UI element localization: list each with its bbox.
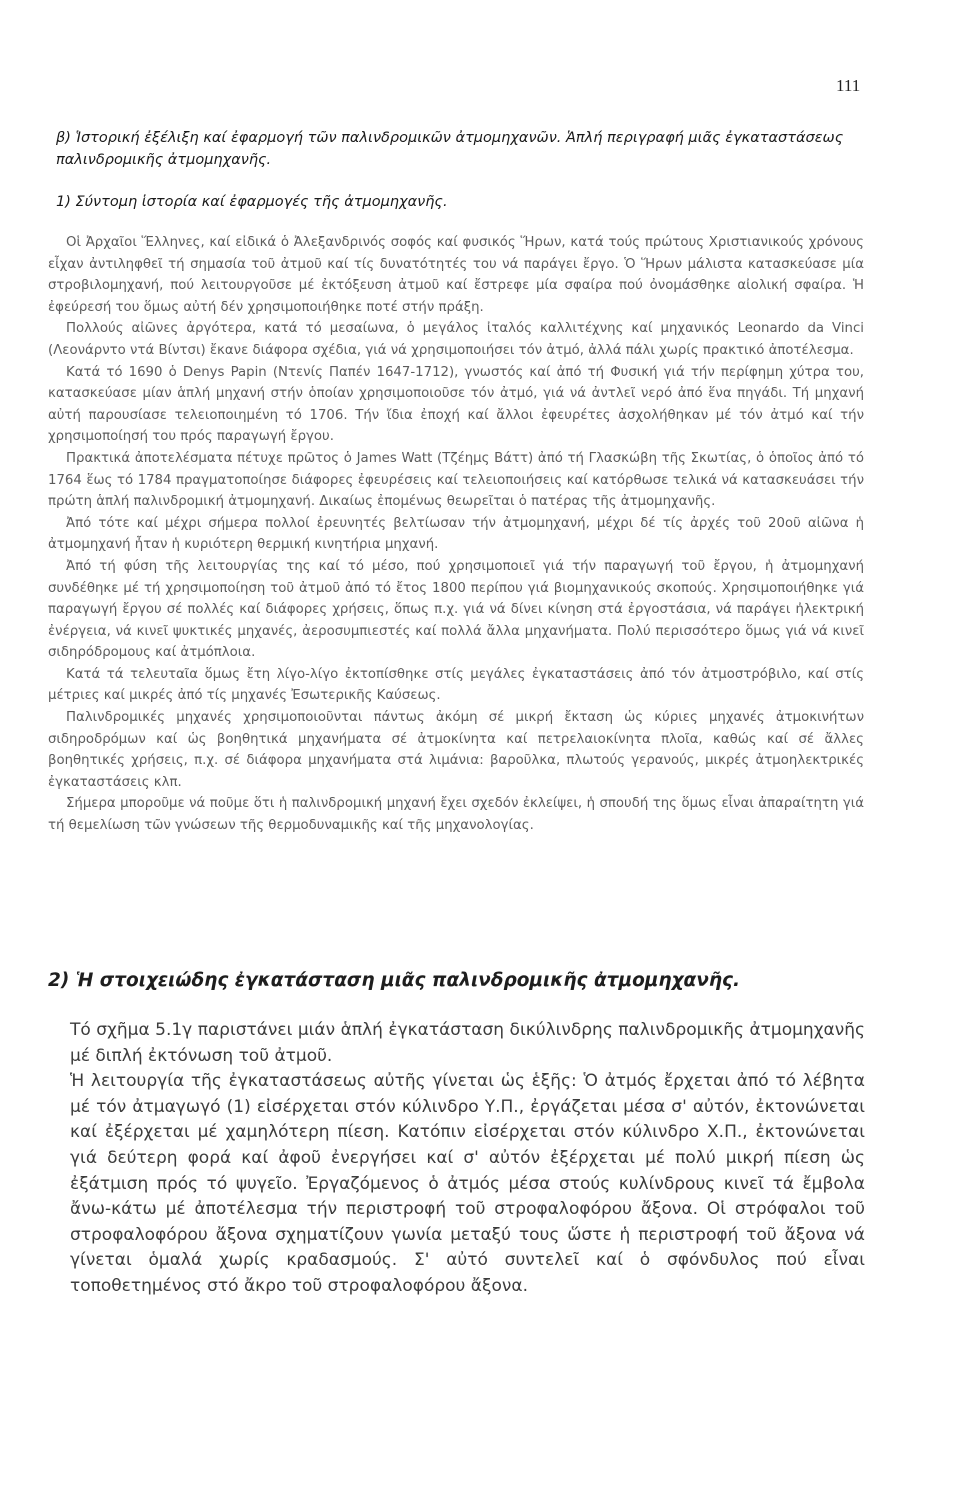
history-paragraph: Οἱ Ἀρχαῖοι Ἕλληνες, καί εἰδικά ὁ Ἀλεξανδρινός σοφός καί φυσικός Ἥρων, κατά τούς πρώτους Χριστιανικούς χρόνους εἶχαν ἀντιληφθεῖ τή σημασία τοῦ ἀτμοῦ καί τίς δυνατότητές του νά παράγει ἔργο. Ὁ Ἥρων μάλιστα κατασκεύασε μία στροβιλομηχανή, πού λειτουργοῦσε μέ ἐκτόξευση ἀτμοῦ καί ἔστρεφε μία σφαίρα πού ὀνομάσθηκε αἰολική σφαίρα. Ἡ ἐφεύρεσή του ὅμως αὐτή δέν χρησιμοποιήθηκε ποτέ στήν πράξη. (48, 235, 864, 315)
history-paragraph: Πολλούς αἰῶνες ἀργότερα, κατά τό μεσαίωνα, ὁ μεγάλος ἰταλός καλλιτέχνης καί μηχανικός Leonardo da Vinci (Λεονάρντο ντά Βίντσι) ἔκανε διάφορα σχέδια, γιά νά χρησιμοποιήσει τόν ἀτμό, ἀλλά πάλι χωρίς πρακτικό ἀποτέλεσμα. (48, 321, 864, 358)
history-paragraph: Σήμερα μποροῦμε νά ποῦμε ὅτι ἡ παλινδρομική μηχανή ἔχει σχεδόν ἐκλείψει, ἡ σπουδή της ὅμως εἶναι ἀπαραίτητη γιά τή θεμελίωση τῶν γνώσεων τῆς θερμοδυναμικῆς καί τῆς μηχανολογίας. (48, 796, 864, 834)
subsection-2-heading: 2) Ἡ στοιχειώδης ἐγκατάσταση μιᾶς παλινδρομικῆς ἀτμομηχανῆς. (48, 970, 740, 991)
installation-paragraph: Τό σχῆμα 5.1γ παριστάνει μιάν ἁπλή ἐγκατάσταση δικύλινδρης παλινδρομικῆς ἀτμομηχανῆς μέ διπλή ἐκτόνωση τοῦ ἀτμοῦ. (70, 1020, 865, 1066)
history-paragraph: Κατά τό 1690 ὁ Denys Papin (Ντενίς Παπέν 1647-1712), γνωστός καί ἀπό τή Φυσική γιά τήν περίφημη χύτρα του, κατασκεύασε μίαν ἁπλή μηχανή στήν ὁποίαν χρησιμοποιοῦσε τόν ἀτμό, γιά νά ἀντλεῖ νερό ἀπό ἕνα πηγάδι. Τή μηχανή αὐτή παρουσίασε τελειοποιημένη τό 1706. Τήν ἴδια ἐποχή καί ἄλλοι ἐφευρέτες ἀσχολήθηκαν μέ τόν ἀτμό καί τήν χρησιμοποίησή του πρός παραγωγή ἔργου. (48, 364, 864, 445)
subsection-1-heading: 1) Σύντομη ἱστορία καί ἐφαρμογές τῆς ἀτμομηχανῆς. (56, 194, 448, 210)
installation-paragraph: Ἡ λειτουργία τῆς ἐγκαταστάσεως αὐτῆς γίνεται ὡς ἑξῆς: Ὁ ἀτμός ἔρχεται ἀπό τό λέβητα μέ τόν ἀτμαγωγό (1) εἰσέρχεται στόν κύλινδρο Υ.Π., ἐργάζεται μέσα σ' αὐτόν, ἐκτονώνεται καί ἐξέρχεται μέ χαμηλότερη πίεση. Κατόπιν εἰσέρχεται στόν κύλινδρο Χ.Π., ἐκτονώνεται γιά δεύτερη φορά καί ἀφοῦ ἐνεργήσει καί σ' αὐτόν ἐξέρχεται μέ πολύ μικρή πίεση ὡς ἐξάτμιση πρός τό ψυγεῖο. Ἐργαζόμενος ὁ ἀτμός μέσα στούς κυλίνδρους κινεῖ τά ἔμβολα ἄνω-κάτω μέ ἀποτέλεσμα τήν περιστροφή τοῦ στροφαλοφόρου ἄξονα. Οἱ στρόφαλοι τοῦ στροφαλοφόρου ἄξονα σχηματίζουν γωνία μεταξύ τους ὥστε ἡ περιστροφή τοῦ ἄξονα νά γίνεται ὁμαλά χωρίς κραδασμούς. Σ' αὐτό συντελεῖ καί ὁ σφόνδυλος πού εἶναι τοποθετημένος στό ἄκρο τοῦ στροφαλοφόρου ἄξονα. (70, 1071, 865, 1296)
history-paragraph: Παλινδρομικές μηχανές χρησιμοποιοῦνται πάντως ἀκόμη σέ μικρή ἔκταση ὡς κύριες μηχανές ἀτμοκινήτων σιδηροδρόμων καί ὡς βοηθητικά μηχανήματα σέ ἀτμοκίνητα καί πετρελαιοκίνητα πλοῖα, καθώς καί σέ ἄλλες βοηθητικές χρήσεις, π.χ. σέ διάφορα μηχανήματα στά λιμάνια: βαροῦλκα, πλωτούς γερανούς, μικρές ἀτμοηλεκτρικές ἐγκαταστάσεις κλπ. (48, 710, 864, 790)
page-number: 111 (836, 76, 861, 95)
history-paragraph: Ἀπό τότε καί μέχρι σήμερα πολλοί ἐρευνητές βελτίωσαν τήν ἀτμομηχανή, μέχρι δέ τίς ἀρχές τοῦ 20οῦ αἰῶνα ἡ ἀτμομηχανή ἦταν ἡ κυριότερη θερμική κινητήρια μηχανή. (48, 515, 864, 553)
history-text (48, 232, 864, 837)
section-b-heading: β) Ἱστορική ἐξέλιξη καί ἐφαρμογή τῶν παλινδρομικῶν ἀτμομηχανῶν. Ἁπλή περιγραφή μιᾶς ἐγκαταστάσεως παλινδρομικῆς ἀτμομηχανῆς. (56, 130, 844, 168)
installation-text (70, 1018, 865, 1300)
history-paragraph: Πρακτικά ἀποτελέσματα πέτυχε πρῶτος ὁ James Watt (Τζέημς Βάττ) ἀπό τή Γλασκώβη τῆς Σκωτίας, ὁ ὁποῖος ἀπό τό 1764 ἕως τό 1784 πραγματοποίησε διάφορες ἐφευρέσεις καί τελειοποιήσεις καί κατόρθωσε τελικά νά κατασκευάσει τήν πρώτη ἁπλή παλινδρομική ἀτμομηχανή. Δικαίως ἐπομένως θεωρεῖται ὁ πατέρας τῆς ἀτμομηχανῆς. (48, 450, 864, 510)
history-paragraph: Κατά τά τελευταῖα ὅμως ἔτη λίγο-λίγο ἐκτοπίσθηκε στίς μεγάλες ἐγκαταστάσεις ἀπό τόν ἀτμοστρόβιλο, καί στίς μέτριες καί μικρές ἀπό τίς μηχανές Ἐσωτερικῆς Καύσεως. (48, 666, 864, 704)
history-paragraph: Ἀπό τή φύση τῆς λειτουργίας της καί τό μέσο, πού χρησιμοποιεῖ γιά τήν παραγωγή τοῦ ἔργου, ἡ ἀτμομηχανή συνδέθηκε μέ τή χρησιμοποίηση τοῦ ἀτμοῦ ἀπό τό ἔτος 1800 περίπου γιά βιομηχανικούς σκοπούς. Χρησιμοποιήθηκε γιά παραγωγή ἔργου σέ πολλές καί διάφορες χρήσεις, ὅπως π.χ. γιά νά δίνει κίνηση στά ἐργοστάσια, νά παράγει ἠλεκτρική ἐνέργεια, νά κινεῖ ψυκτικές μηχανές, ἀεροσυμπιεστές καί πολλά ἄλλα μηχανήματα. Πολύ περισσότερο ὅμως γιά νά κινεῖ σιδηρόδρομους καί ἀτμόπλοια. (48, 558, 864, 661)
